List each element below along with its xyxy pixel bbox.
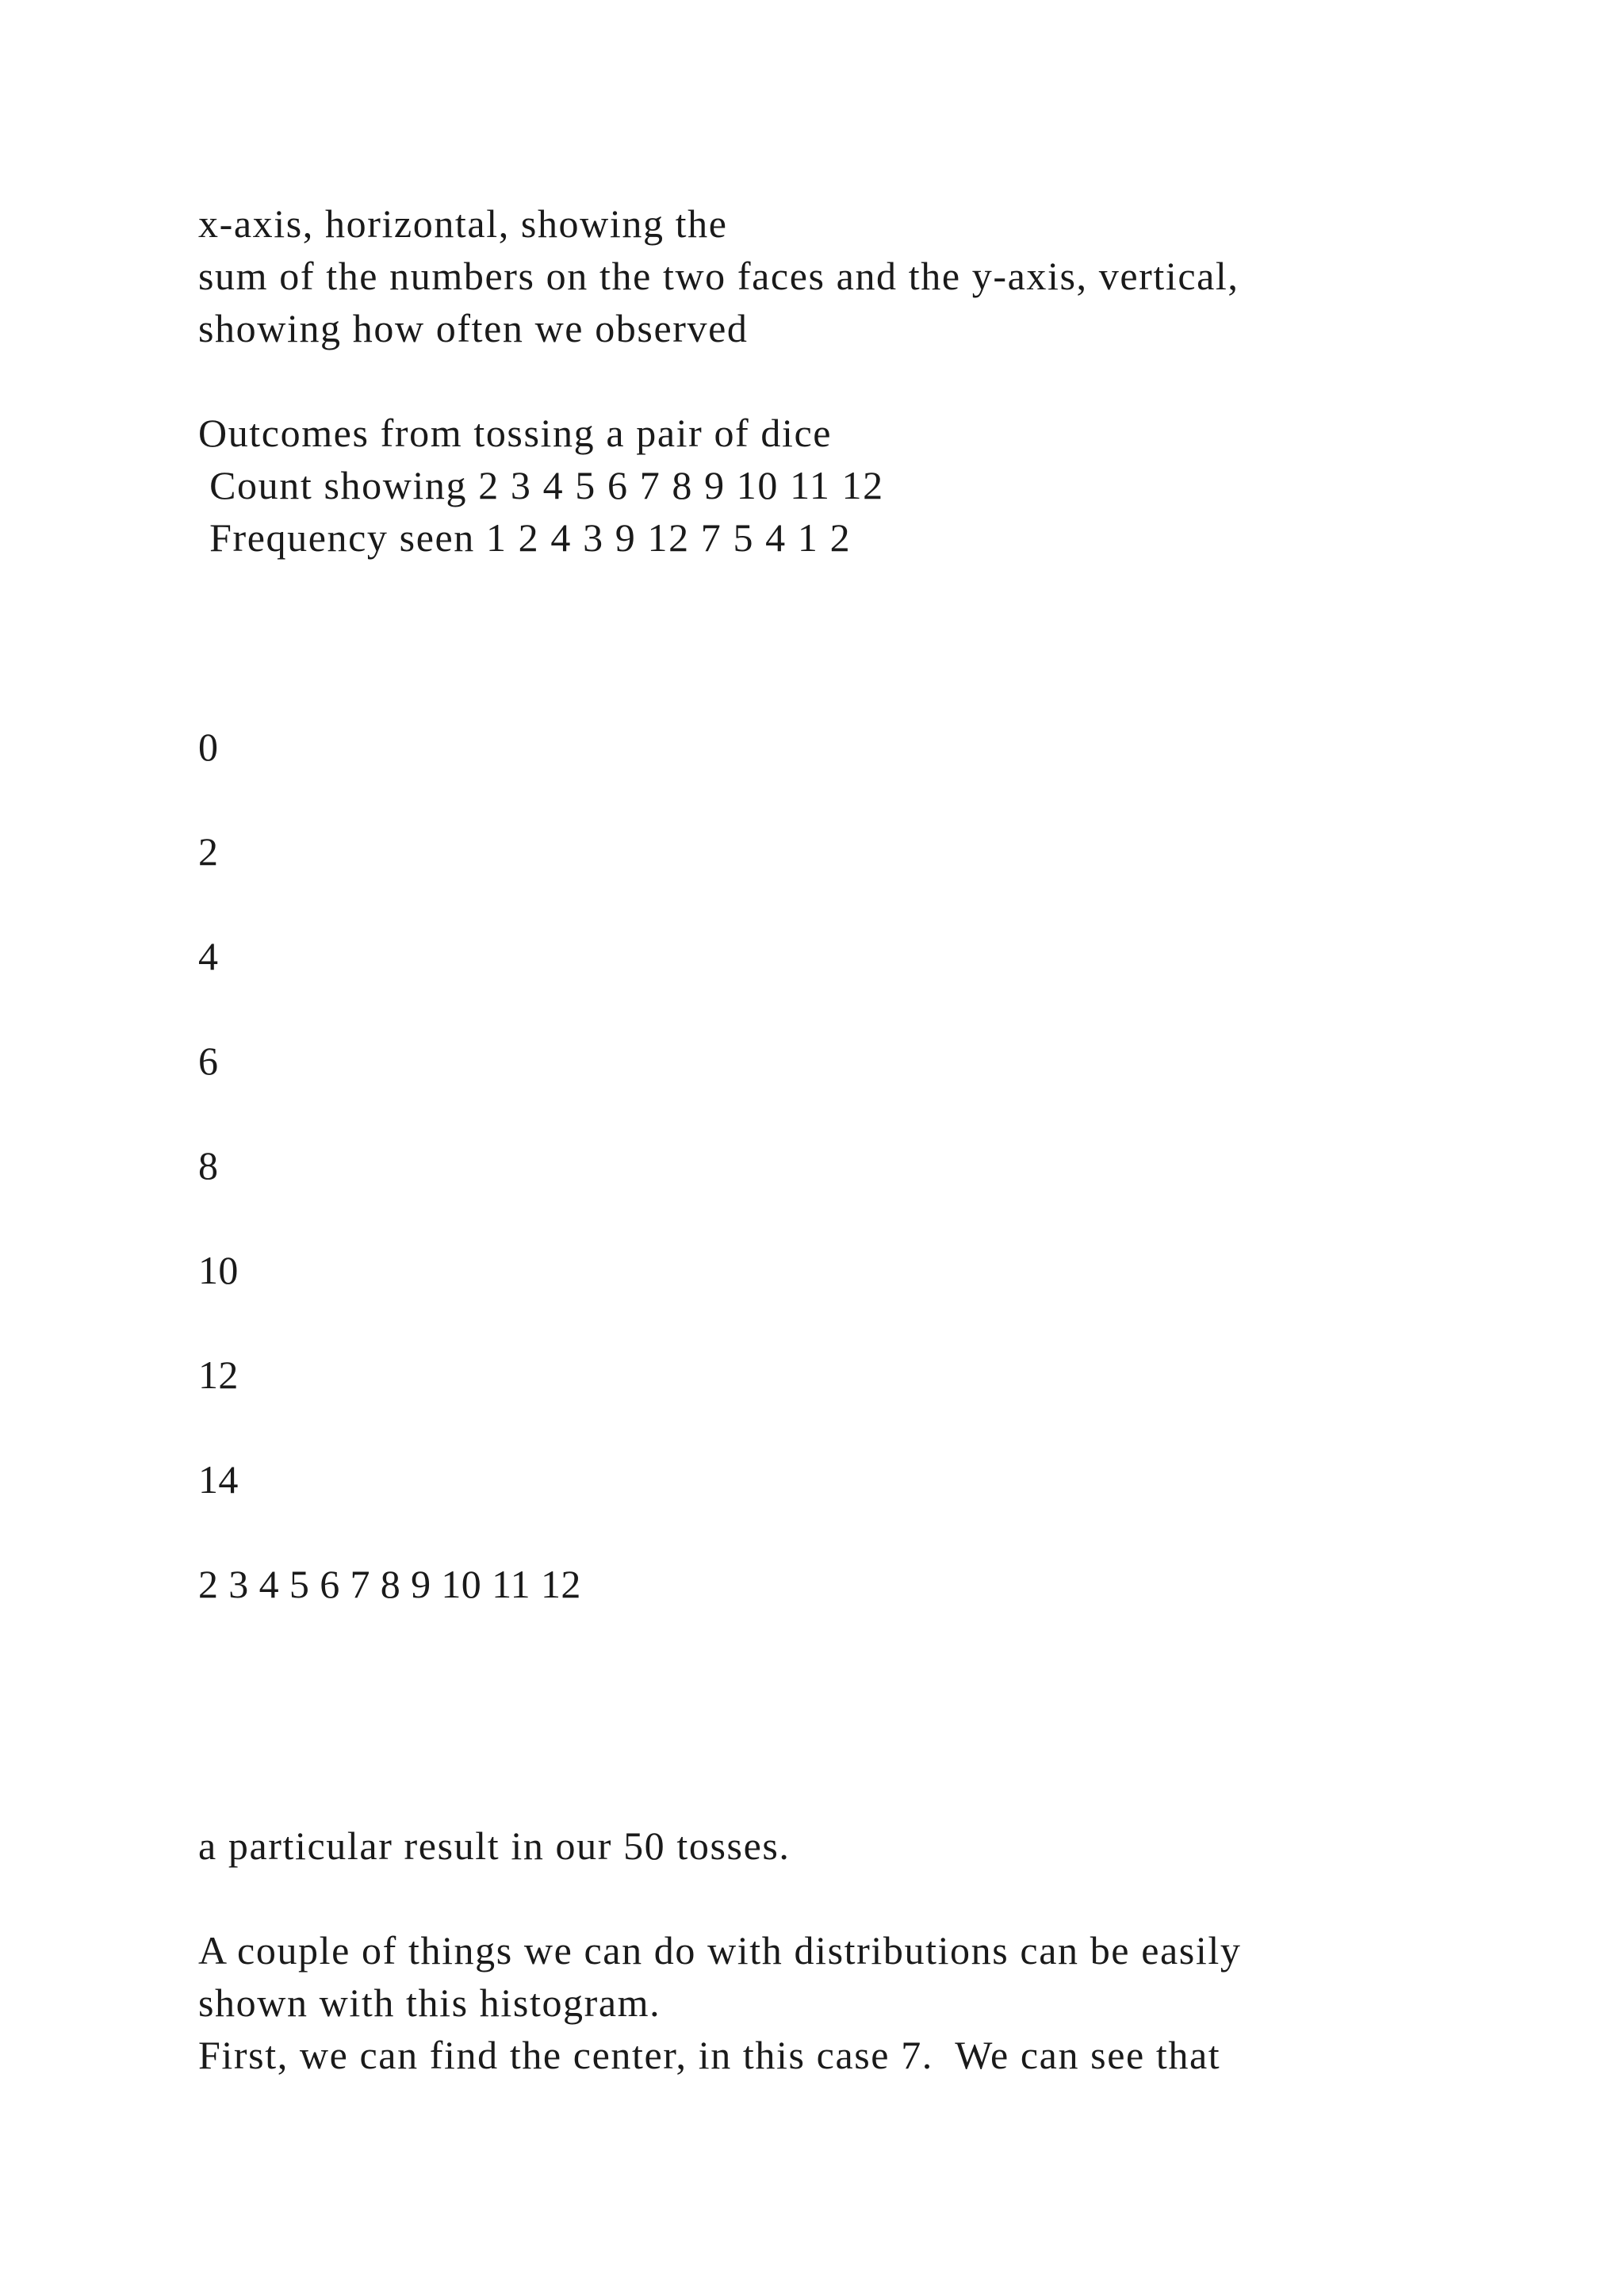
y-tick-label: 2 (198, 829, 219, 874)
body-line-2: A couple of things we can do with distributions can be easily (198, 1928, 1242, 1973)
y-tick-label: 14 (198, 1457, 239, 1502)
table-frequency-row: Frequency seen 1 2 4 3 9 12 7 5 4 1 2 (198, 515, 852, 560)
table-title: Outcomes from tossing a pair of dice (198, 411, 833, 455)
intro-line-1: x-axis, horizontal, showing the (198, 201, 728, 246)
body-line-1: a particular result in our 50 tosses. (198, 1823, 791, 1868)
body-line-3: shown with this histogram. (198, 1980, 661, 2025)
x-tick-labels: 2 3 4 5 6 7 8 9 10 11 12 (198, 1562, 581, 1606)
table-count-row: Count showing 2 3 4 5 6 7 8 9 10 11 12 (198, 463, 884, 507)
y-tick-label: 0 (198, 725, 219, 769)
intro-line-2: sum of the numbers on the two faces and the y-axis, vertical, (198, 254, 1239, 298)
y-tick-label: 12 (198, 1353, 239, 1397)
y-tick-label: 4 (198, 934, 219, 978)
y-tick-label: 6 (198, 1039, 219, 1083)
intro-line-3: showing how often we observed (198, 306, 749, 350)
y-tick-label: 10 (198, 1248, 239, 1292)
y-tick-label: 8 (198, 1143, 219, 1188)
body-line-4: First, we can find the center, in this case 7. We can see that (198, 2033, 1221, 2077)
